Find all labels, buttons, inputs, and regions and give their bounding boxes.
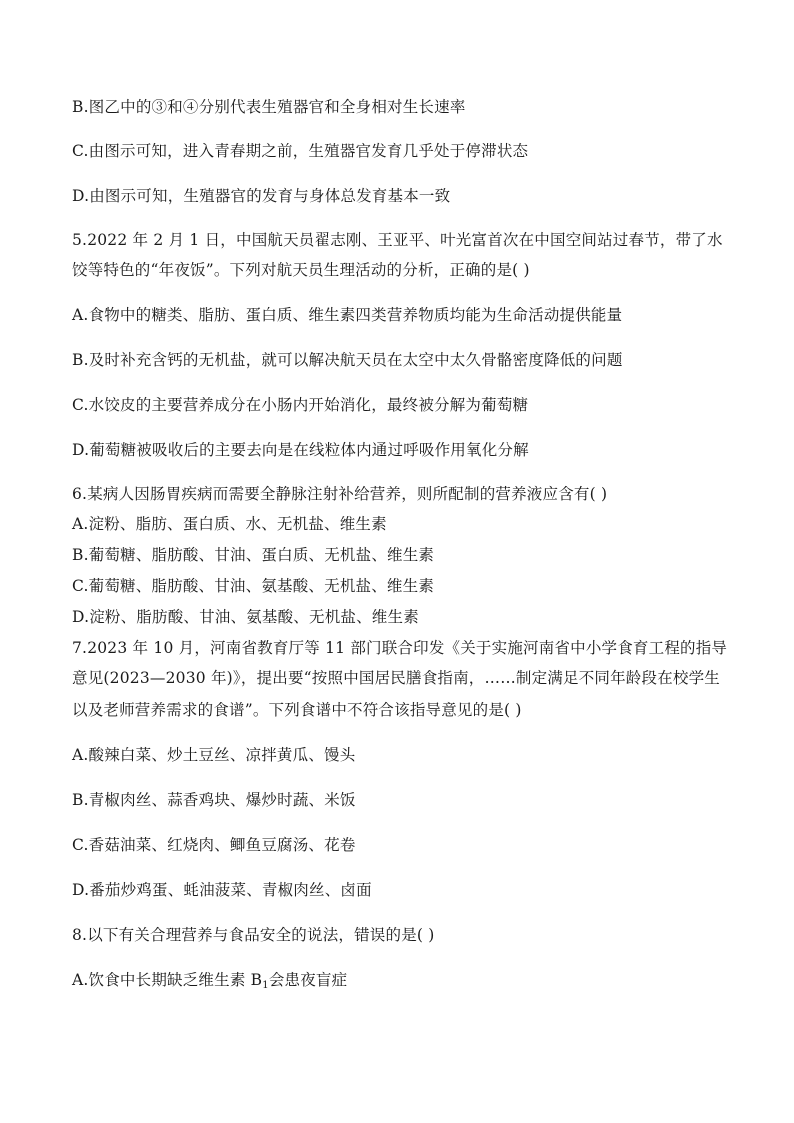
q8-option-a: [72, 970, 347, 996]
q7-stem-line2: 意见(2023—2030 年)》，提出要“按照中国居民膳食指南，……制定满足不同年龄段在校学生: [72, 669, 720, 687]
q7-option-a: A.酸辣白菜、炒土豆丝、凉拌黄瓜、馒头: [72, 746, 356, 764]
q8-option-a-subscript: 1: [262, 980, 269, 991]
q5-stem-line1: 5.2022 年 2 月 1 日，中国航天员翟志刚、王亚平、叶光富首次在中国空间站过春节，带了水: [72, 231, 723, 249]
q7-option-c: C.香菇油菜、红烧肉、鲫鱼豆腐汤、花卷: [72, 836, 356, 854]
q5-option-b: B.及时补充含钙的无机盐，就可以解决航天员在太空中太久骨骼密度降低的问题: [72, 351, 623, 369]
q6-stem: 6.某病人因肠胃疾病而需要全静脉注射补给营养，则所配制的营养液应含有( ): [72, 485, 608, 503]
q7-option-b: B.青椒肉丝、蒜香鸡块、爆炒时蔬、米饭: [72, 791, 356, 809]
q8-stem: 8.以下有关合理营养与食品安全的说法，错误的是( ): [72, 926, 435, 944]
q5-option-c: C.水饺皮的主要营养成分在小肠内开始消化，最终被分解为葡萄糖: [72, 396, 529, 414]
q6-option-c: C.葡萄糖、脂肪酸、甘油、氨基酸、无机盐、维生素: [72, 577, 435, 595]
q5-stem-line2: 饺等特色的“年夜饭”。下列对航天员生理活动的分析，正确的是( ): [72, 261, 530, 279]
q8-option-a-prefix: A.饮食中长期缺乏维生素 B: [72, 971, 263, 989]
q4-option-c: C.由图示可知，进入青春期之前，生殖器官发育几乎处于停滞状态: [72, 142, 529, 160]
q4-option-d: D.由图示可知，生殖器官的发育与身体总发育基本一致: [72, 187, 451, 205]
q7-stem-line1: 7.2023 年 10 月，河南省教育厅等 11 部门联合印发《关于实施河南省中小学食育工程的指导: [72, 639, 728, 657]
q7-stem-line3: 以及老师营养需求的食谱”。下列食谱中不符合该指导意见的是( ): [72, 701, 522, 719]
q8-option-a-suffix: 会患夜盲症: [268, 971, 348, 989]
q6-option-a: A.淀粉、脂肪、蛋白质、水、无机盐、维生素: [72, 515, 387, 533]
q6-option-b: B.葡萄糖、脂肪酸、甘油、蛋白质、无机盐、维生素: [72, 546, 435, 564]
q4-option-b: B.图乙中的③和④分别代表生殖器官和全身相对生长速率: [72, 98, 466, 116]
q7-option-d: D.番茄炒鸡蛋、蚝油菠菜、青椒肉丝、卤面: [72, 881, 372, 899]
q6-option-d: D.淀粉、脂肪酸、甘油、氨基酸、无机盐、维生素: [72, 608, 419, 626]
q5-option-a: A.食物中的糖类、脂肪、蛋白质、维生素四类营养物质均能为生命活动提供能量: [72, 306, 623, 324]
q5-option-d: D.葡萄糖被吸收后的主要去向是在线粒体内通过呼吸作用氧化分解: [72, 441, 529, 459]
